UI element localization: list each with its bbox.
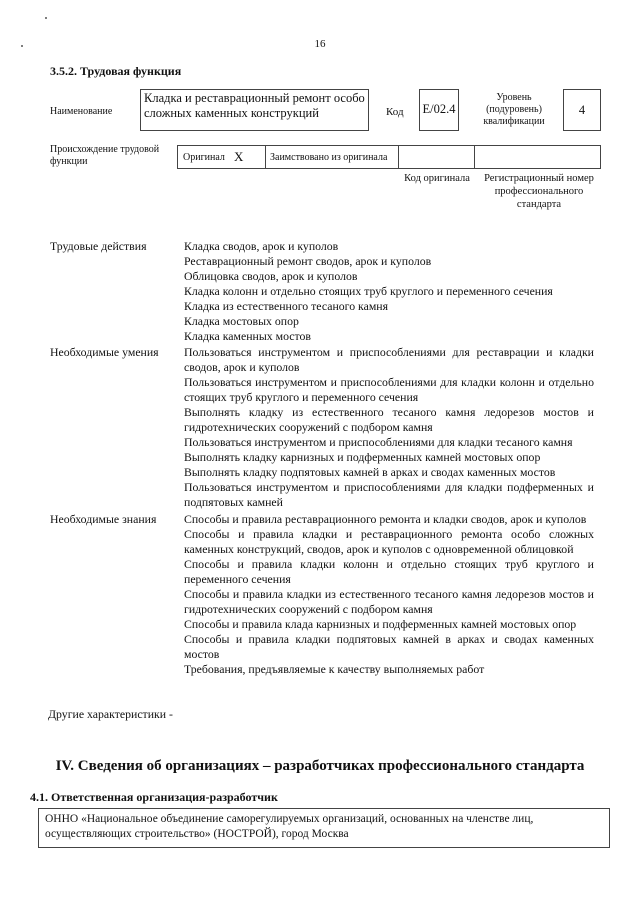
origin-divider [265,145,266,169]
skills-list [184,345,594,510]
section-iv-title: IV. Сведения об организациях – разработчиках профессионального стандарта [55,758,585,774]
section-title: 3.5.2. Трудовая функция [50,64,182,78]
section-label: Трудовые действия [50,239,147,253]
scan-speck [45,17,47,19]
list-item: Кладка из естественного тесаного камня [184,299,389,313]
list-item: Облицовка сводов, арок и куполов [184,269,358,283]
origin-divider [474,145,475,169]
list-item: Выполнять кладку карнизных и подферменных камней мостовых опор [184,450,541,464]
list-item: Способы и правила реставрационного ремонта и кладки сводов, арок и куполов [184,512,587,526]
list-item: Реставрационный ремонт сводов, арок и куполов [184,254,432,268]
level-label: Уровень (подуровень) квалификации [483,92,545,127]
section-label: Необходимые умения [50,345,159,359]
reg-number-caption: Регистрационный номер профессионального стандарта [484,173,594,210]
organization-box: ОННО «Национальное объединение саморегулируемых организаций, основанных на членстве лиц, осуществляющих строительство» (НОСТРОЙ), город Москва [38,808,610,848]
other-characteristics-row [48,707,173,722]
name-label: Наименование [50,106,113,117]
origin-divider [398,145,399,169]
list-item: Кладка каменных мостов [184,329,311,343]
section-label: Необходимые знания [50,512,157,526]
list-item: Кладка мостовых опор [184,314,299,328]
labor-actions-list [184,239,594,344]
list-item: Выполнять кладку из естественного тесаного камня ледорезов мостов и гидротехнических сооружений с подбором камня [184,405,594,434]
list-item: Кладка сводов, арок и куполов [184,239,339,253]
code-original-caption: Код оригинала [404,173,470,184]
list-item: Выполнять кладку подпятовых камней в арках и сводах каменных мостов [184,465,556,479]
list-item: Способы и правила кладки и реставрационного ремонта особо сложных каменных конструкций, сводов, арок и куполов с одновременной облицовкой [184,527,594,556]
list-item: Кладка колонн и отдельно стоящих труб круглого и переменного сечения [184,284,553,298]
level-box [563,89,601,131]
knowledge-list [184,512,594,677]
list-item: Пользоваться инструментом и приспособлениями для кладки тесаного камня [184,435,573,449]
list-item: Способы и правила кладки колонн и отдельно стоящих труб круглого и переменного сечения [184,557,594,586]
code-value: E/02.4 [422,102,456,116]
list-item: Требования, предъявляемые к качеству выполняемых работ [184,662,485,676]
list-item: Способы и правила клада карнизных и подферменных камней мостовых опор [184,617,577,631]
code-label: Код [386,106,404,118]
level-value: 4 [578,103,586,117]
borrowed-label: Заимствовано из оригинала [270,152,388,163]
other-value: - [169,707,173,721]
other-label: Другие характеристики [48,707,167,721]
original-label: Оригинал [183,152,225,163]
page-number: 16 [314,38,326,50]
list-item: Пользоваться инструментом и приспособлениями для кладки колонн и отдельно стоящих труб круглого и переменного сечения [184,375,594,404]
list-item: Способы и правила кладки из естественного тесаного камня ледорезов мостов и гидротехнических сооружений с подбором камня [184,587,594,616]
code-box [419,89,459,131]
function-name: Кладка и реставрационный ремонт особо сложных каменных конструкций [140,89,369,131]
origin-label: Происхождение трудовой функции [50,144,160,167]
list-item: Способы и правила кладки подпятовых камней в арках и сводах каменных мостов [184,632,594,661]
list-item: Пользоваться инструментом и приспособлениями для реставрации и кладки сводов, арок и куполов [184,345,594,374]
section-41-title: 4.1. Ответственная организация-разработчик [30,790,278,804]
list-item: Пользоваться инструментом и приспособлениями для кладки подферменных и подпятовых камней [184,480,594,509]
original-mark: X [234,149,244,164]
